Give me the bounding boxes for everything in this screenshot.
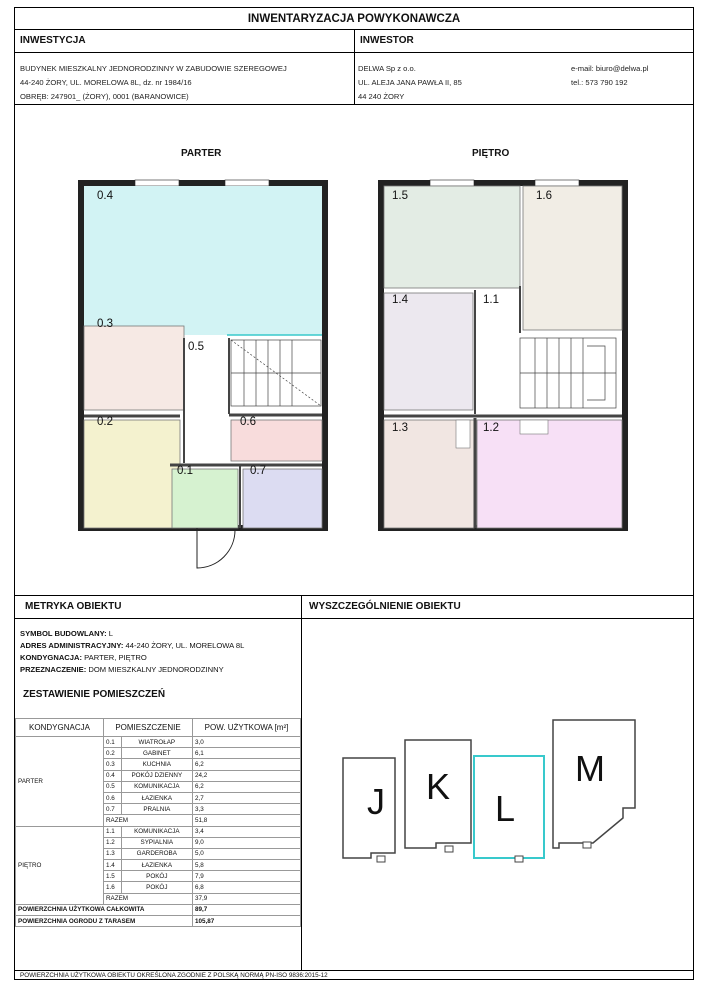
building-letter-k: K [426, 766, 451, 807]
divider [15, 970, 693, 971]
room-name: POKÓJ [121, 871, 192, 882]
subtotal-label: RAZEM [104, 815, 193, 826]
subtotal-value: 37,9 [193, 893, 301, 904]
room-name: ŁAZIENKA [121, 860, 192, 871]
room-1-6 [523, 186, 622, 330]
room-name: POKÓJ DZIENNY [121, 770, 192, 781]
room-label: 1.3 [392, 422, 408, 434]
closet [520, 420, 548, 434]
room-0-7 [243, 469, 322, 528]
room-1-2 [477, 420, 622, 528]
room-label: 1.1 [483, 294, 499, 306]
room-name: KOMUNIKACJA [121, 826, 192, 837]
room-name: SYPIALNIA [121, 837, 192, 848]
garden-label: POWIERZCHNIA OGRODU Z TARASEM [16, 916, 193, 927]
document-sheet [14, 7, 694, 980]
level-cell: PARTER [16, 737, 104, 827]
table-row [16, 826, 301, 837]
room-area: 6,1 [193, 748, 301, 759]
investment-line-3: OBRĘB: 247901_ (ŻORY), 0001 (BARANOWICE) [20, 92, 189, 101]
room-name: KOMUNIKACJA [121, 781, 192, 792]
room-name: GABINET [121, 748, 192, 759]
room-area: 2,7 [193, 792, 301, 803]
investment-line-2: 44-240 ŻORY, UL. MORELOWA 8L, dz. nr 1984/16 [20, 78, 192, 87]
first-floor-title: PIĘTRO [472, 148, 510, 159]
window-icon [225, 180, 269, 186]
rooms-table-heading: ZESTAWIENIE POMIESZCZEŃ [23, 689, 166, 700]
window-icon [535, 180, 579, 186]
first-rows [16, 826, 301, 904]
room-label: 0.4 [97, 190, 113, 202]
room-name: KUCHNIA [121, 759, 192, 770]
investment-heading: INWESTYCJA [20, 35, 86, 46]
ground-rows [16, 737, 301, 827]
door-icon [515, 856, 523, 862]
investor-email: e-mail: biuro@delwa.pl [571, 64, 649, 73]
room-area: 3,4 [193, 826, 301, 837]
purpose-line: PRZEZNACZENIE: DOM MIESZKALNY JEDNORODZINNY [20, 665, 224, 674]
room-name: PRALNIA [121, 804, 192, 815]
divider [301, 595, 302, 970]
footer-note: POWIERZCHNIA UŻYTKOWA OBIEKTU OKREŚLONA ZGODNIE Z POLSKĄ NORMĄ PN-ISO 9836:2015-12 [20, 972, 328, 979]
staircase [520, 338, 616, 408]
divider [15, 618, 693, 619]
garden-row [16, 916, 301, 927]
room-label: 1.6 [536, 190, 552, 202]
room-area: 3,3 [193, 804, 301, 815]
room-0-2 [84, 420, 180, 528]
level-cell: PIĘTRO [16, 826, 104, 904]
divider [354, 30, 355, 104]
divider [15, 595, 693, 596]
first-floor-plan [381, 180, 625, 528]
room-name: POKÓJ [121, 882, 192, 893]
window-icon [430, 180, 474, 186]
window-icon [135, 180, 179, 186]
floor-plans [15, 168, 693, 588]
room-area: 6,2 [193, 781, 301, 792]
room-0-4 [84, 186, 322, 335]
building-letter-m: M [575, 748, 605, 789]
door-icon [377, 856, 385, 862]
door-icon [583, 842, 591, 848]
subtotal-label: RAZEM [104, 893, 193, 904]
room-label: 0.2 [97, 416, 113, 428]
building-letter-j: J [367, 781, 385, 822]
room-number: 1.4 [104, 860, 122, 871]
divider [15, 104, 693, 105]
address-line: ADRES ADMINISTRACYJNY: 44-240 ŻORY, UL. MORELOWA 8L [20, 641, 245, 650]
rooms-table [15, 718, 301, 927]
investor-line-1: DELWA Sp z o.o. [358, 64, 416, 73]
detail-heading: WYSZCZEGÓLNIENIE OBIEKTU [309, 601, 461, 612]
room-number: 0.7 [104, 804, 122, 815]
room-0-1 [172, 469, 238, 528]
room-area: 6,8 [193, 882, 301, 893]
room-area: 6,2 [193, 759, 301, 770]
room-number: 0.1 [104, 737, 122, 748]
col-room-header: POMIESZCZENIE [104, 719, 193, 737]
ground-floor-title: PARTER [181, 148, 222, 159]
staircase [231, 340, 321, 406]
document-title: INWENTARYZACJA POWYKONAWCZA [15, 8, 693, 30]
investor-phone: tel.: 573 790 192 [571, 78, 628, 87]
investor-line-2: UL. ALEJA JANA PAWŁA II, 85 [358, 78, 462, 87]
room-1-4 [384, 293, 473, 410]
room-area: 5,8 [193, 860, 301, 871]
col-level-header: KONDYGNACJA [16, 719, 104, 737]
metrics-heading: METRYKA OBIEKTU [25, 601, 122, 612]
total-label: POWIERZCHNIA UŻYTKOWA CAŁKOWITA [16, 904, 193, 915]
room-name: WIATROŁAP [121, 737, 192, 748]
room-label: 1.5 [392, 190, 408, 202]
room-area: 9,0 [193, 837, 301, 848]
door-icon [197, 528, 235, 568]
room-number: 1.5 [104, 871, 122, 882]
ground-floor-plan [81, 180, 325, 568]
symbol-line: SYMBOL BUDOWLANY: L [20, 629, 113, 638]
table-header-row [16, 719, 301, 737]
room-label: 0.1 [177, 465, 193, 477]
col-area-header: POW. UŻYTKOWA [m²] [193, 719, 301, 737]
investor-line-3: 44 240 ŻORY [358, 92, 405, 101]
total-row [16, 904, 301, 915]
investor-heading: INWESTOR [360, 35, 414, 46]
room-label: 1.4 [392, 294, 408, 306]
room-label: 0.3 [97, 318, 113, 330]
room-label: 0.6 [240, 416, 256, 428]
table-row [16, 737, 301, 748]
room-number: 1.1 [104, 826, 122, 837]
room-number: 0.5 [104, 781, 122, 792]
room-area: 5,0 [193, 848, 301, 859]
room-area: 7,9 [193, 871, 301, 882]
subtotal-value: 51,8 [193, 815, 301, 826]
room-number: 1.6 [104, 882, 122, 893]
investment-line-1: BUDYNEK MIESZKALNY JEDNORODZINNY W ZABUDOWIE SZEREGOWEJ [20, 64, 287, 73]
room-0-3 [84, 326, 184, 410]
room-number: 1.2 [104, 837, 122, 848]
garden-value: 105,87 [193, 916, 301, 927]
level-line: KONDYGNACJA: PARTER, PIĘTRO [20, 653, 147, 662]
room-name: GARDEROBA [121, 848, 192, 859]
room-number: 0.6 [104, 792, 122, 803]
building-letter-l: L [495, 788, 516, 829]
room-label: 0.5 [188, 341, 204, 353]
room-name: ŁAZIENKA [121, 792, 192, 803]
room-number: 0.2 [104, 748, 122, 759]
room-label: 0.7 [250, 465, 266, 477]
room-area: 24,2 [193, 770, 301, 781]
total-value: 89,7 [193, 904, 301, 915]
room-area: 3,0 [193, 737, 301, 748]
closet [456, 420, 470, 448]
room-number: 1.3 [104, 848, 122, 859]
room-number: 0.3 [104, 759, 122, 770]
room-label: 1.2 [483, 422, 499, 434]
room-number: 0.4 [104, 770, 122, 781]
door-icon [445, 846, 453, 852]
